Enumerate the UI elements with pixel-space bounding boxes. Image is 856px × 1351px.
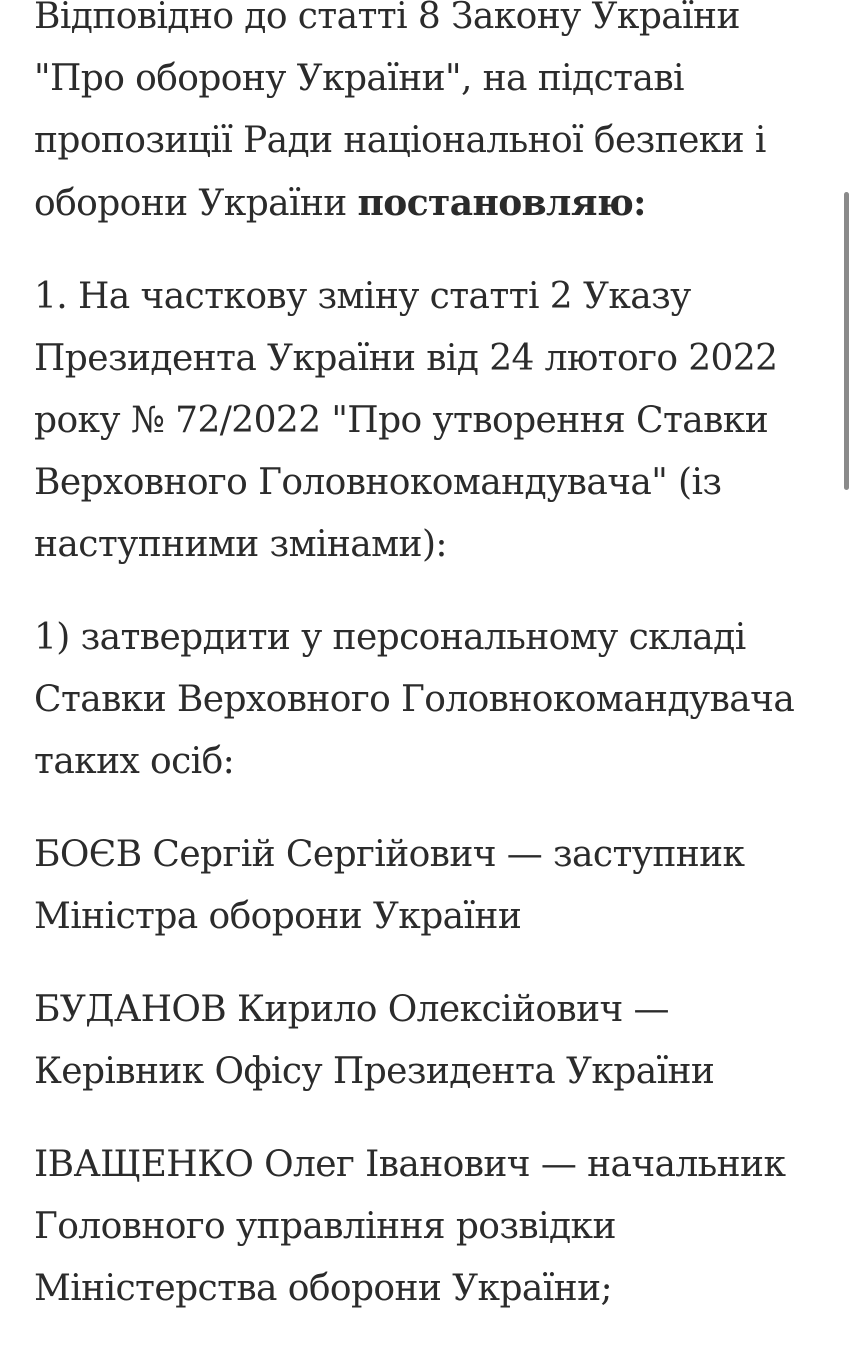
clause-1-line: Верховного Головнокомандувача" (із bbox=[34, 462, 722, 503]
subclause-1-line: 1) затвердити у персональному складі bbox=[34, 617, 746, 658]
preamble-last-line-text: оборони України bbox=[34, 183, 347, 224]
decree-document bbox=[34, 0, 824, 1351]
person-entry-budanov bbox=[34, 979, 824, 1103]
clause-1-paragraph bbox=[34, 266, 824, 576]
clause-1-line: Президента України від 24 лютого 2022 bbox=[34, 338, 778, 379]
clause-1-line: 1. На часткову зміну статті 2 Указу bbox=[34, 276, 691, 317]
person-entry-ivashchenko bbox=[34, 1134, 824, 1320]
person-line: Головного управління розвідки bbox=[34, 1206, 616, 1247]
preamble-line: Відповідно до статті 8 Закону України bbox=[34, 0, 740, 37]
subclause-1-line: таких осіб: bbox=[34, 741, 235, 782]
person-line: БОЄВ Сергій Сергійович — заступник bbox=[34, 834, 745, 875]
vertical-scrollbar[interactable] bbox=[844, 192, 849, 490]
person-line: БУДАНОВ Кирило Олексійович — bbox=[34, 989, 669, 1030]
person-entry-boiev bbox=[34, 824, 824, 948]
clause-1-line: наступними змінами): bbox=[34, 524, 447, 565]
person-line: Керівник Офісу Президента України bbox=[34, 1051, 715, 1092]
clause-1-line: року № 72/2022 "Про утворення Ставки bbox=[34, 400, 769, 441]
person-line: Міністерства оборони України; bbox=[34, 1268, 612, 1309]
preamble-line: "Про оборону України", на підставі bbox=[34, 58, 684, 99]
person-line: ІВАЩЕНКО Олег Іванович — начальник bbox=[34, 1144, 786, 1185]
preamble-last-line bbox=[34, 172, 824, 235]
person-line: Міністра оборони України bbox=[34, 896, 522, 937]
preamble-paragraph bbox=[34, 0, 824, 235]
decree-emphasis: постановляю: bbox=[357, 182, 646, 224]
preamble-line: пропозиції Ради національної безпеки і bbox=[34, 120, 766, 161]
subclause-1-paragraph bbox=[34, 607, 824, 793]
subclause-1-line: Ставки Верховного Головнокомандувача bbox=[34, 679, 795, 720]
